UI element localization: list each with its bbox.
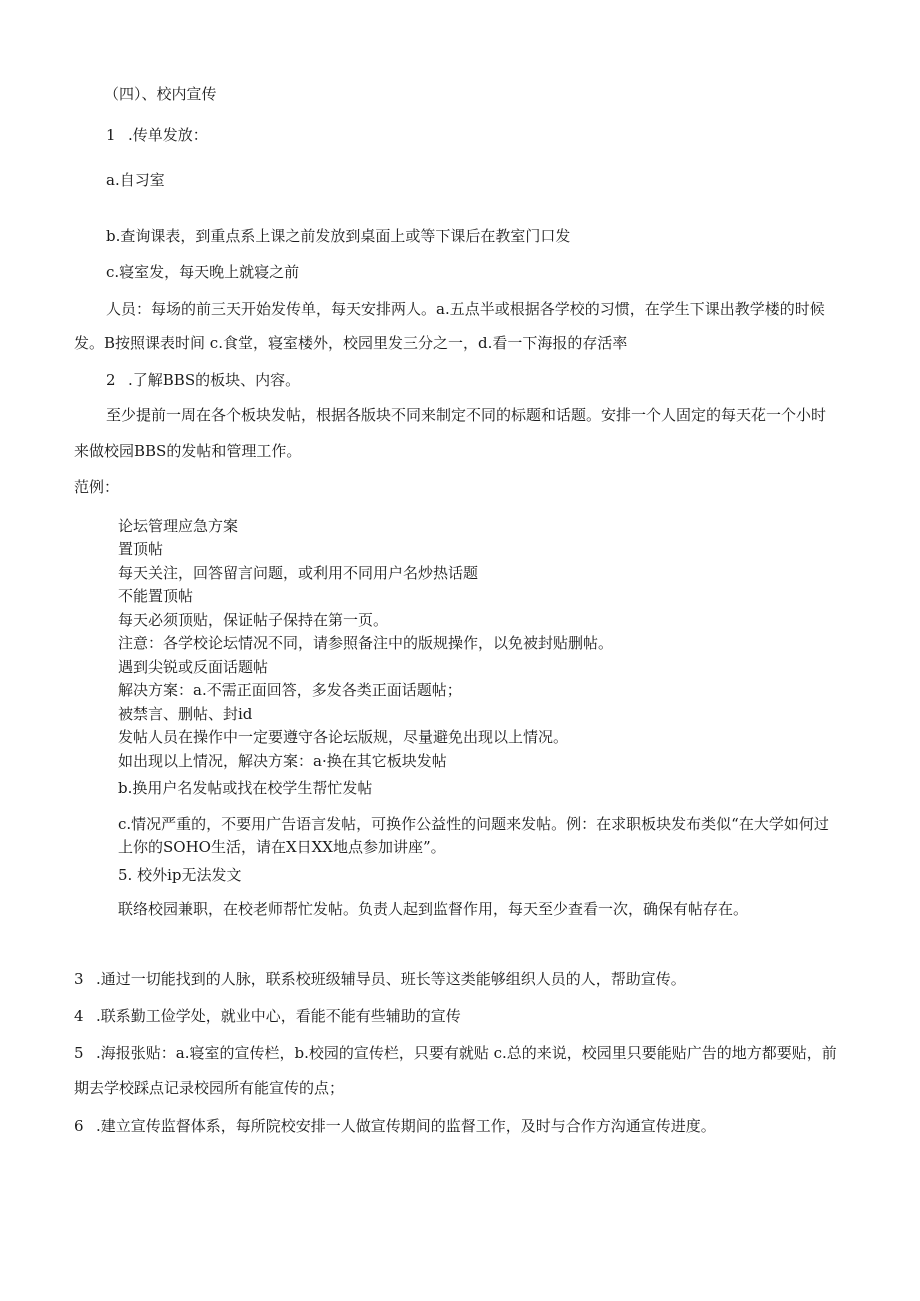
item-5-number: 5 — [74, 1044, 84, 1062]
item-2-para-line-2: 来做校园BBS的发帖和管理工作。 — [74, 442, 302, 460]
example-line: 如出现以上情况，解决方案：a·换在其它板块发帖 — [118, 752, 447, 770]
item-1-number: 1 — [106, 126, 116, 144]
item-6-number: 6 — [74, 1117, 84, 1135]
example-label: 范例： — [74, 478, 120, 496]
item-1-title: .传单发放： — [128, 126, 208, 144]
item-1-line-b: b.查询课表，到重点系上课之前发放到桌面上或等下课后在教室门口发 — [106, 227, 571, 245]
item-5-inner-para: 联络校园兼职，在校老师帮忙发帖。负责人起到监督作用，每天至少查看一次，确保有帖存在。 — [118, 900, 749, 918]
example-line: 每天关注，回答留言问题，或利用不同用户名炒热话题 — [118, 564, 479, 582]
staff-line-2: 发。B按照课表时间 c.食堂，寝室楼外，校园里发三分之一，d.看一下海报的存活率 — [74, 334, 628, 352]
item-3-number: 3 — [74, 970, 84, 988]
item-5 — [74, 1043, 837, 1063]
item-6-text: .建立宣传监督体系，每所院校安排一人做宣传期间的监督工作，及时与合作方沟通宣传进度。 — [96, 1117, 716, 1135]
item-5-inner-heading: 5. 校外ip无法发文 — [118, 866, 242, 884]
item-3 — [74, 969, 686, 989]
example-line: 每天必须顶贴，保证帖子保持在第一页。 — [118, 611, 389, 629]
example-line: 置顶帖 — [118, 540, 164, 558]
example-line: 论坛管理应急方案 — [118, 517, 239, 535]
section-heading: （四）、校内宣传 — [104, 85, 217, 103]
example-line: 遇到尖锐或反面话题帖 — [118, 658, 269, 676]
item-2-number: 2 — [106, 371, 116, 389]
item-1-line-a: a.自习室 — [106, 171, 165, 189]
item-1-heading — [106, 125, 208, 145]
item-3-text: .通过一切能找到的人脉，联系校班级辅导员、班长等这类能够组织人员的人，帮助宣传。 — [96, 970, 686, 988]
item-2-title: .了解BBS的板块、内容。 — [128, 371, 301, 389]
item-2-heading — [106, 370, 300, 390]
item-4-number: 4 — [74, 1007, 84, 1025]
example-option-c-line-1: c.情况严重的，不要用广告语言发帖，可换作公益性的问题来发帖。例：在求职板块发布类似“在大学如何过 — [118, 815, 829, 833]
staff-line-1: 人员：每场的前三天开始发传单，每天安排两人。a.五点半或根据各学校的习惯，在学生下课出教学楼的时候 — [106, 300, 825, 318]
item-2-para-line-1: 至少提前一周在各个板块发帖，根据各版块不同来制定不同的标题和话题。安排一个人固定的每天花一个小时 — [106, 406, 827, 424]
example-line: 解决方案：a.不需正面回答，多发各类正面话题帖； — [118, 681, 462, 699]
item-5-text: .海报张贴：a.寝室的宣传栏，b.校园的宣传栏，只要有就贴 c.总的来说，校园里只要能贴广告的地方都要贴，前 — [96, 1044, 837, 1062]
item-4-text: .联系勤工俭学处，就业中心，看能不能有些辅助的宣传 — [96, 1007, 461, 1025]
item-1-line-c: c.寝室发，每天晚上就寝之前 — [106, 263, 300, 281]
example-line: 注意：各学校论坛情况不同，请参照备注中的版规操作，以免被封贴删帖。 — [118, 634, 614, 652]
example-option-b: b.换用户名发帖或找在校学生帮忙发帖 — [118, 779, 373, 797]
example-line: 发帖人员在操作中一定要遵守各论坛版规，尽量避免出现以上情况。 — [118, 728, 569, 746]
item-4 — [74, 1006, 461, 1026]
item-5-line-2: 期去学校踩点记录校园所有能宣传的点； — [74, 1079, 345, 1097]
example-option-c-line-2: 上你的SOHO生活，请在X日XX地点参加讲座”。 — [118, 838, 446, 856]
example-line: 被禁言、删帖、封id — [118, 705, 253, 723]
item-6 — [74, 1116, 716, 1136]
example-line: 不能置顶帖 — [118, 587, 194, 605]
